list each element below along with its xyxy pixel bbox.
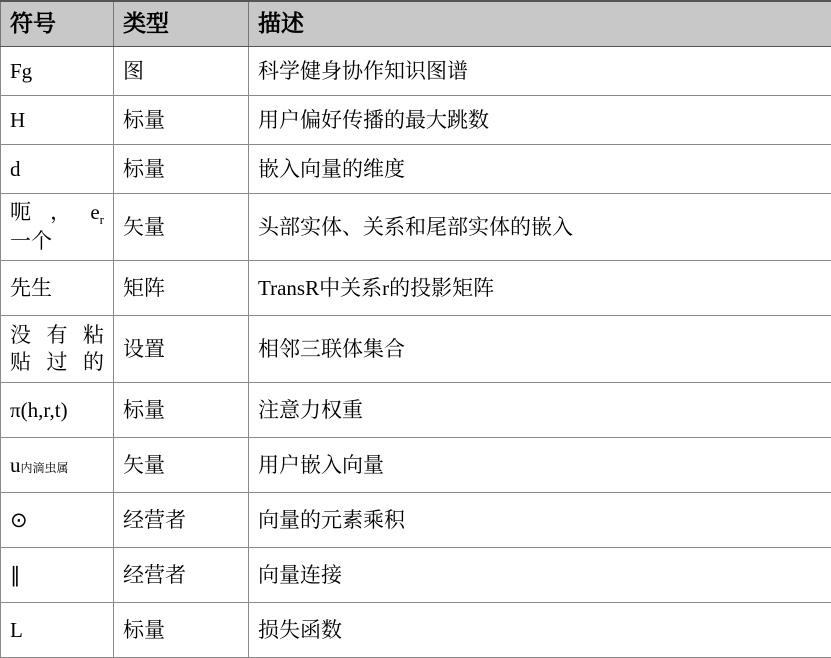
cell-description: 用户嵌入向量 [249,438,831,493]
table-row [1,261,831,316]
cell-symbol: H [1,96,114,145]
cell-symbol [1,194,114,261]
cell-description: 科学健身协作知识图谱 [249,47,831,96]
cell-description: 注意力权重 [249,383,831,438]
cell-symbol: Fg [1,47,114,96]
cell-type: 标量 [114,96,249,145]
cell-description: 向量连接 [249,548,831,603]
cell-type: 矢量 [114,194,249,261]
cell-symbol: 先生 [1,261,114,316]
cell-symbol: ⊙ [1,493,114,548]
cell-type: 设置 [114,316,249,383]
table-body [1,47,831,658]
symbol-subscript: r [100,212,104,227]
cell-type: 图 [114,47,249,96]
header-row [1,1,831,47]
symbol-main: u [10,453,21,477]
cell-description: 用户偏好传播的最大跳数 [249,96,831,145]
table-row [1,603,831,658]
cell-type: 经营者 [114,493,249,548]
cell-description: 嵌入向量的维度 [249,145,831,194]
table-header [1,1,831,47]
cell-description: TransR中关系r的投影矩阵 [249,261,831,316]
cell-symbol: π(h,r,t) [1,383,114,438]
cell-type: 矢量 [114,438,249,493]
cell-symbol: ∥ [1,548,114,603]
header-cell-symbol: 符号 [1,1,114,47]
symbol-line-2: 一个 [10,228,104,255]
cell-description: 头部实体、关系和尾部实体的嵌入 [249,194,831,261]
cell-description: 向量的元素乘积 [249,493,831,548]
cell-description: 相邻三联体集合 [249,316,831,383]
table-row [1,316,831,383]
cell-symbol [1,438,114,493]
header-cell-type: 类型 [114,1,249,47]
cell-symbol: L [1,603,114,658]
table-row [1,493,831,548]
table-row [1,383,831,438]
table-row [1,194,831,261]
cell-type: 标量 [114,603,249,658]
header-cell-description: 描述 [249,1,831,47]
table-row [1,548,831,603]
cell-type: 经营者 [114,548,249,603]
cell-type: 矩阵 [114,261,249,316]
table-row [1,145,831,194]
cell-symbol: d [1,145,114,194]
symbol-subscript: 内滴虫属 [21,461,69,475]
cell-type: 标量 [114,145,249,194]
cell-type: 标量 [114,383,249,438]
table-row [1,47,831,96]
cell-description: 损失函数 [249,603,831,658]
table-row [1,96,831,145]
table-row [1,438,831,493]
cell-symbol: 没 有 粘 贴过的 [1,316,114,383]
symbol-line-1: 呃 ， $e_r$ [10,199,104,229]
